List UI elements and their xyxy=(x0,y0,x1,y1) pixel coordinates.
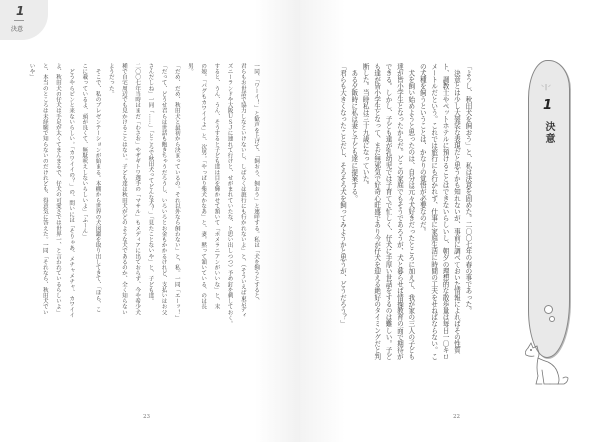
corner-chapter-title: 決意 xyxy=(11,26,24,33)
corner-chapter-number: 1 xyxy=(16,4,25,18)
text-column: 二〇〇七年当時はまだ「わさお」やザギトワ選手の「マサル」もメディアに出ておらず、今や希少犬 xyxy=(134,63,141,315)
right-page-body-text xyxy=(336,63,473,363)
text-column: の犬種を飼うということは、かなりの覚悟が必要なのだ。 xyxy=(418,63,427,235)
text-column: こに載っているよ、頭が良くて、無駄吠えしないらしいよ」「ふーん」 xyxy=(81,63,88,240)
text-column: ようだった。 xyxy=(107,63,114,97)
text-column: よ、秋田犬の仔犬は手足が太くてまんまるで、仔犬の可愛さでは世界一、と言われているらしいよ」 xyxy=(54,63,61,315)
chapter-corner-tab xyxy=(0,0,48,40)
page-number-left: 23 xyxy=(143,414,150,420)
text-column: どうやらピンと来ないらしい。「カワイイの？」の、問いには「そりゃあ、メチャメチャ、カワイイ xyxy=(68,63,75,318)
text-column: 男。 xyxy=(186,63,193,75)
text-column: できる。しかし、子ども達が乳幼児では子育てで忙しく、仔犬に手厚い世話をするのは難しい。子ど xyxy=(384,63,393,360)
text-column: すると、うん、うん、そうすると子ども達は目を輝かせて頷いて「ポメラニアンがいいな」と、末 xyxy=(213,63,220,310)
text-column: そこで、私のプレゼンテーションが始まる。本棚から世界の犬図鑑を取り出してきて、「ほら、こ xyxy=(94,63,101,313)
thought-circle-small-icon xyxy=(549,316,555,322)
text-column: さんだしね」一同「……」「ところで秋田犬ってどんな犬？」「見たことないや」と、子ども達。 xyxy=(147,63,154,304)
page-number-right: 22 xyxy=(453,414,460,420)
text-column: 決意とは少し大袈裟な表現だと思うかも知れないが、事前に調べておいた情報によればその性質 xyxy=(452,63,461,354)
text-column: いや」 xyxy=(28,63,35,80)
sitting-dog-illustration-icon xyxy=(522,340,572,390)
text-column: 断した。当時私は三十九歳になっていた。 xyxy=(361,63,370,189)
text-column: 一同、「ワーイ！」と歓声を上げて、「飼おう、飼おう」と連呼する。私は「犬を飼うとすると、 xyxy=(253,63,259,304)
left-page-body-text xyxy=(24,63,262,353)
thought-circle-icon xyxy=(544,305,553,314)
text-column: 君らもお世話で協力しなといけないし、しばらくは旅行にも行かれないよ」と、（そういえば東京ディ xyxy=(239,63,246,318)
text-column: メートルだという。これでは旅行にも行かれず、仕事に家庭生活に時間の工夫をせねばならない。こ xyxy=(429,63,438,360)
text-column: 「ようし、秋田犬を飼おう」と、私は決意を固めた。二〇〇七年の春の事であった。 xyxy=(463,63,472,314)
text-column: の娘。「パグもカワイイよ」と、次男。「やっぱり柴犬かなあ」と、妻。黙って頷いている、のは長 xyxy=(200,63,207,310)
text-column: ズニーランドや大阪ＵＳＪに連れて行けと、せがまれていたな、と思い出しつつ）予め釘を刺しておく。 xyxy=(226,63,233,327)
text-column: 種で自宅周辺でも見かけることはない。子ども達は秋田犬がどのような犬であるのか、全く知らない xyxy=(120,63,127,315)
text-column: ある夕飯時に私は妻と子ども達に提案する。 xyxy=(349,63,358,202)
text-column: 達が皆小学生となったからだ。どこの家庭でもそうであろうが、犬と暮らせば情操教育の面で期待が xyxy=(395,63,404,360)
text-column: 「君らも大きくなったことだし、そろそろ犬を飼ってみようかと思うが、どうだろう？」 xyxy=(338,63,347,327)
right-page xyxy=(300,0,600,442)
text-column: 「だめ、だめ、秋田犬と最初から決まっているの。それ以外なら飼わない」と、私。一同「エーッ！」 xyxy=(173,63,180,321)
corner-divider xyxy=(14,20,24,21)
sparkle-icon: ⸌|⸍ xyxy=(541,84,553,91)
chapter-title: 決意 xyxy=(543,121,554,145)
chapter-number: 1 xyxy=(543,98,553,113)
text-column: 「だって、どうせ君らは世話も飽きちゃうだろうし、いろいろとお金もかかるけれど、支払いはお父 xyxy=(160,63,167,315)
text-column: と、本当のところは未経験で知らないのだけれども、得意気に答えた。一同「それなら、秋田犬でい xyxy=(41,63,48,315)
text-column: ト、調教士やペットホテルに預けることはできないらしいし、朝夕の理想的な散歩量は毎日一〇キロ xyxy=(441,63,450,360)
text-column: 犬を飼い始めようと思ったのは、自分は元々犬好きだったところに加えて、我が家の三人の子ども xyxy=(406,63,415,360)
text-column: も達が皆小学生となって、まだ無邪気で好奇心旺盛であり今が仔犬を迎える絶好のタイミングだと判 xyxy=(372,63,381,360)
